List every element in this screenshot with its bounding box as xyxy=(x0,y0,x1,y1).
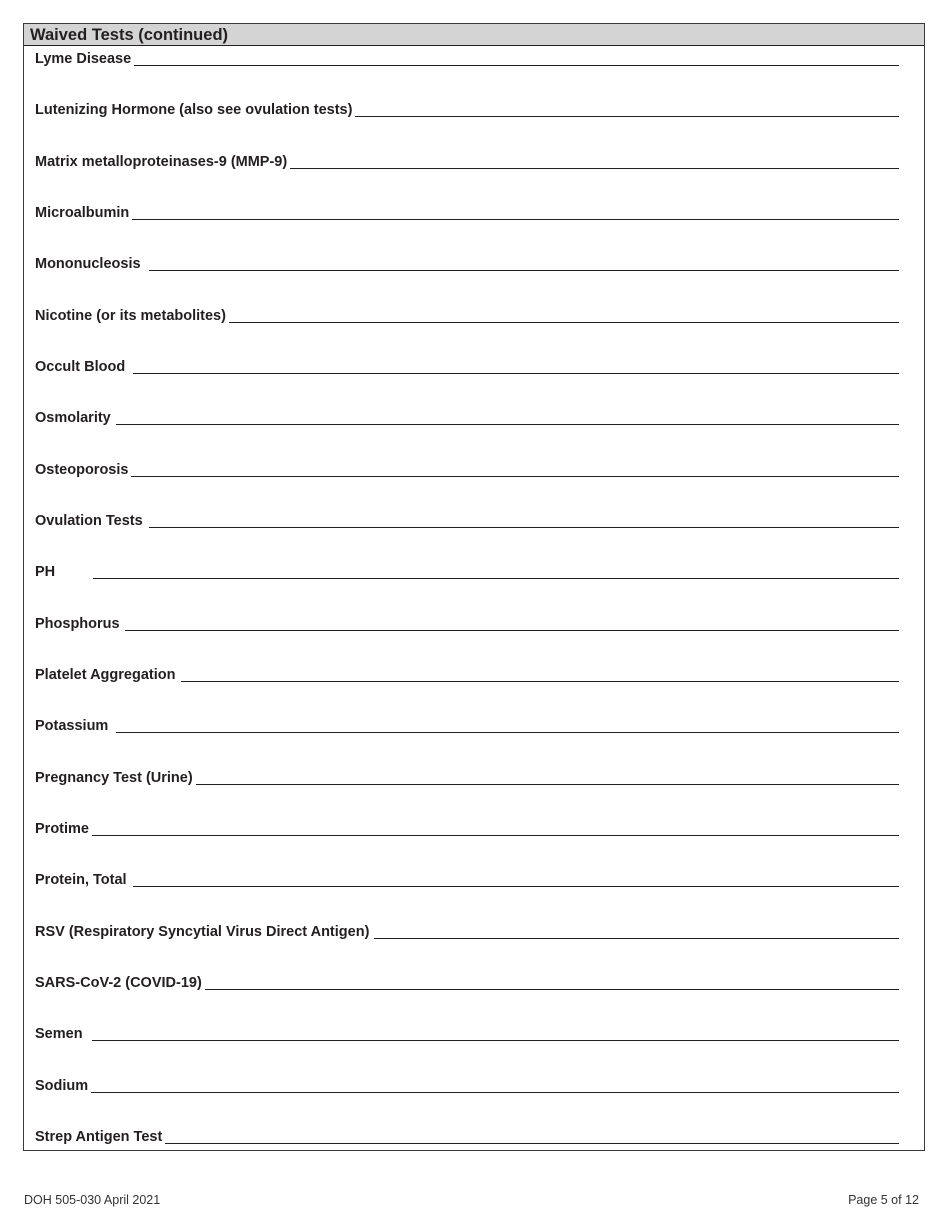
test-label: Potassium xyxy=(35,718,109,734)
entry-line[interactable] xyxy=(93,578,899,579)
entry-line[interactable] xyxy=(229,322,899,323)
entry-line[interactable] xyxy=(374,938,899,939)
test-label: Sodium xyxy=(35,1078,89,1094)
test-row-sars-cov-2[interactable] xyxy=(35,972,899,992)
test-row-pregnancy-test[interactable] xyxy=(35,767,899,787)
entry-line[interactable] xyxy=(125,630,899,631)
test-row-occult-blood[interactable] xyxy=(35,356,899,376)
entry-line[interactable] xyxy=(134,65,899,66)
test-row-sodium[interactable] xyxy=(35,1075,899,1095)
test-label: Osteoporosis xyxy=(35,462,129,478)
entry-line[interactable] xyxy=(355,116,899,117)
entry-line[interactable] xyxy=(91,1092,899,1093)
test-label: Lutenizing Hormone (also see ovulation tests) xyxy=(35,102,353,118)
test-row-protein-total[interactable] xyxy=(35,869,899,889)
test-row-osteoporosis[interactable] xyxy=(35,459,899,479)
test-label: Pregnancy Test (Urine) xyxy=(35,770,193,786)
test-row-mmp-9[interactable] xyxy=(35,151,899,171)
test-row-phosphorus[interactable] xyxy=(35,613,899,633)
test-label: Semen xyxy=(35,1026,83,1042)
entry-line[interactable] xyxy=(290,168,899,169)
test-row-protime[interactable] xyxy=(35,818,899,838)
test-label: Matrix metalloproteinases-9 (MMP-9) xyxy=(35,154,288,170)
entry-line[interactable] xyxy=(131,476,899,477)
test-label: RSV (Respiratory Syncytial Virus Direct Antigen) xyxy=(35,924,370,940)
test-row-lutenizing-hormone[interactable] xyxy=(35,99,899,119)
test-label: PH xyxy=(35,564,56,580)
test-label: Protime xyxy=(35,821,89,837)
test-label: Mononucleosis xyxy=(35,256,141,272)
test-row-semen[interactable] xyxy=(35,1023,899,1043)
test-row-rsv[interactable] xyxy=(35,921,899,941)
test-row-lyme-disease[interactable] xyxy=(35,48,899,68)
entry-line[interactable] xyxy=(92,835,899,836)
entry-line[interactable] xyxy=(196,784,899,785)
test-label: Ovulation Tests xyxy=(35,513,143,529)
test-row-microalbumin[interactable] xyxy=(35,202,899,222)
test-row-nicotine[interactable] xyxy=(35,305,899,325)
test-label: Platelet Aggregation xyxy=(35,667,176,683)
test-label: Occult Blood xyxy=(35,359,126,375)
test-label: Osmolarity xyxy=(35,410,111,426)
test-row-strep-antigen[interactable] xyxy=(35,1126,899,1146)
test-row-ph[interactable] xyxy=(35,561,899,581)
entry-line[interactable] xyxy=(205,989,899,990)
entry-line[interactable] xyxy=(165,1143,899,1144)
test-label: Microalbumin xyxy=(35,205,130,221)
test-row-mononucleosis[interactable] xyxy=(35,253,899,273)
test-row-ovulation-tests[interactable] xyxy=(35,510,899,530)
test-label: Nicotine (or its metabolites) xyxy=(35,308,226,324)
form-id: DOH 505-030 April 2021 xyxy=(24,1193,161,1207)
test-row-potassium[interactable] xyxy=(35,715,899,735)
entry-line[interactable] xyxy=(92,1040,899,1041)
section-header: Waived Tests (continued) xyxy=(24,24,924,46)
entry-line[interactable] xyxy=(133,886,899,887)
page-number: Page 5 of 12 xyxy=(848,1193,919,1207)
entry-line[interactable] xyxy=(116,424,899,425)
test-row-osmolarity[interactable] xyxy=(35,407,899,427)
entry-line[interactable] xyxy=(133,373,899,374)
test-label: Lyme Disease xyxy=(35,51,132,67)
test-row-platelet-aggregation[interactable] xyxy=(35,664,899,684)
entry-line[interactable] xyxy=(149,527,899,528)
test-label: SARS-CoV-2 (COVID-19) xyxy=(35,975,202,991)
entry-line[interactable] xyxy=(149,270,899,271)
test-label: Strep Antigen Test xyxy=(35,1129,163,1145)
entry-line[interactable] xyxy=(116,732,899,733)
waived-tests-form xyxy=(23,23,925,1151)
entry-line[interactable] xyxy=(132,219,899,220)
entry-line[interactable] xyxy=(181,681,899,682)
test-label: Phosphorus xyxy=(35,616,120,632)
test-label: Protein, Total xyxy=(35,872,127,888)
